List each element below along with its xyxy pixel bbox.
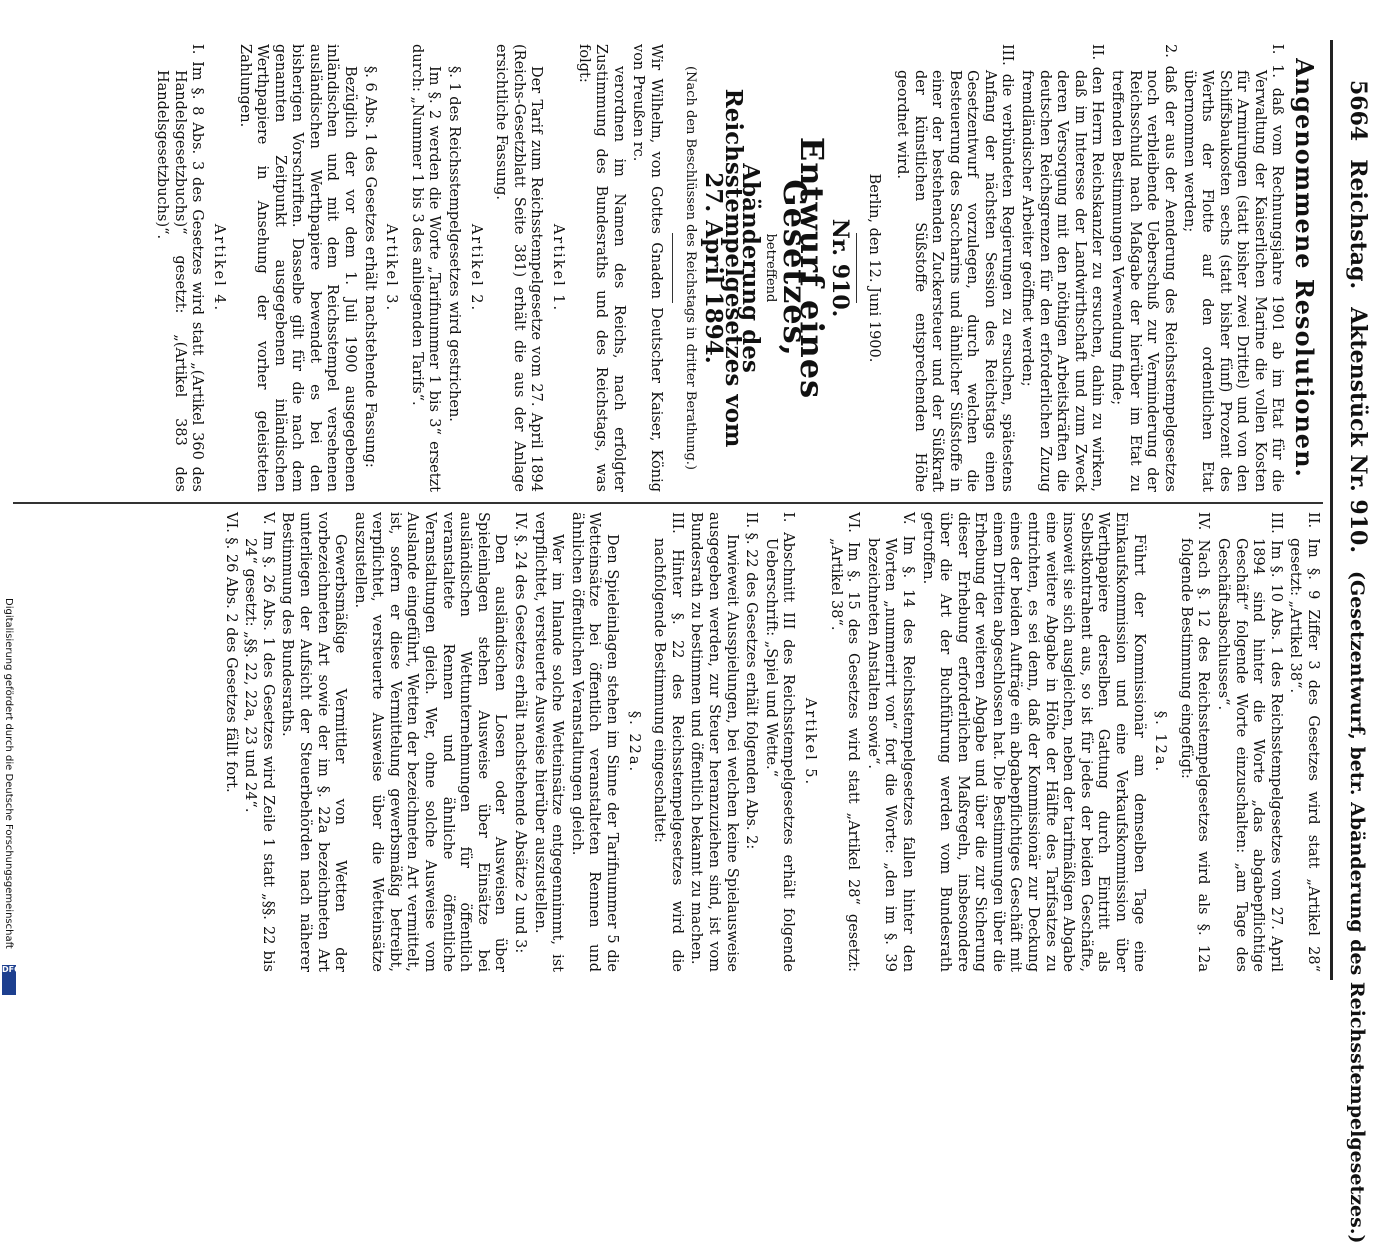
article-1-title: Artikel 1. — [550, 223, 567, 313]
header-right: (Gesetzentwurf, betr. Abänderung des Reichsstempelgesetzes.) — [1346, 571, 1368, 1243]
article-4-text: I. Im §. 8 Abs. 3 des Gesetzes wird statt „(Artikel 360 des Handelsgesetzbuchs)“ gesetzt: „(Artikel 383 des Handelsgesetzbuchs)“. — [154, 44, 206, 492]
section-12a-title: §. 12a. — [1152, 710, 1169, 774]
resolutions-title: Angenommene Resolutionen. — [1290, 58, 1319, 478]
digitization-credit — [2, 598, 14, 998]
resolution-I-2: 2. daß der aus der Aenderung des Reichsstempelgesetzes noch verbleibende Ueberschuß zur Verminderung der Reichsschuld nach Maßgabe der hierüber im Etat zu treffenden Bestimmungen Verwendung finde; — [1109, 44, 1178, 492]
article-1-text: Der Tarif zum Reichsstempelgesetze vom 27. April 1894 (Reichs-Gesetzblatt Seite 381) erhält die aus der Anlage ersichtliche Fassung. — [493, 44, 545, 492]
article-2-text-1: §. 1 des Reichsstempelgesetzes wird gestrichen. — [446, 66, 463, 422]
article-3-text-2: Bezüglich der vor dem 1. Juli 1900 ausgegebenen inländischen und mit dem Reichsstempel versehenen ausländischen Werthpapiere bewendet es bei den bisherigen Vorschriften. Dasselbe gilt für die nach dem genannten Zeitpunkt ausgegebenen inländischen Werthpapiere in Ansehung der vorher geleisteten Zahlungen. — [236, 44, 359, 492]
enacting-formula: Wir Wilhelm, von Gottes Gnaden Deutscher Kaiser, König von Preußen rc. — [630, 44, 664, 492]
article-3-text-1: §. 6 Abs. 1 des Gesetzes erhält nachstehende Fassung: — [361, 66, 378, 468]
resolution-II: II. den Herrn Reichskanzler zu ersuchen, dahin zu wirken, daß im Interesse der Landwirthschaft und zum Zweck deren Versorgung mit den nöthigen Arbeitskräften die deutschen Reichsgrenzen für den erforderlichen Zuzug fremdländischer Arbeiter geöffnet werden; — [1019, 44, 1106, 492]
column-divider — [13, 502, 1323, 504]
amend-II: II. Im §. 9 Ziffer 3 des Gesetzes wird statt „Artikel 28“ gesetzt: „Artikel 38“. — [1287, 512, 1321, 972]
article-5-IV-text-2: Gewerbsmäßige Vermittler von Wetten der vorbezeichneten Art sowie der im §. 22a bezeichneten Art unterliegen der Aufsicht der Steuerbehörden nach näherer Bestimmung des Bundesraths. — [279, 512, 349, 972]
date-line: Berlin, den 12. Juni 1900. — [866, 173, 883, 363]
bill-subject: Abänderung des Reichsstempelgesetzes vom — [719, 88, 765, 448]
section-22a-title: §. 22a. — [625, 710, 642, 774]
divider — [856, 233, 857, 303]
article-2-title: Artikel 2. — [467, 223, 484, 313]
article-3-title: Artikel 3. — [383, 223, 400, 313]
amend-III: III. Im §. 10 Abs. 1 des Reichsstempelgesetzes vom 27. April 1894 sind hinter die Worte „das abgabepflichtige Geschäft“ folgende Worte einzuschalten: „am Tage des Geschäftsabschlusses“. — [1215, 512, 1284, 972]
page-number: 5664 — [1345, 80, 1371, 142]
dfg-logo: DFG — [2, 965, 16, 995]
amend-V: V. Im §. 14 des Reichsstempelgesetzes fallen hinter den Worten „nummerirt von“ fort die Worte: „den im §. 39 bezeichneten Anstalten sowie“. — [864, 512, 916, 972]
section-22a-text-1: Den Spieleinlagen stehen im Sinne der Tarifnummer 5 die Wetteinsätze bei öffentlich veranstalteten Rennen und ähnlichen öffentlichen Veranstaltungen gleich. — [568, 512, 621, 972]
betreffend-label: betreffend — [762, 233, 778, 303]
right-column — [219, 512, 1321, 972]
enacting-clause: verordnen im Namen des Reichs, nach erfolgter Zustimmung des Bundesraths und des Reichstags, was folgt: — [575, 44, 627, 492]
article-5-IV-text-1: Den ausländischen Losen oder Ausweisen über Spieleinlagen stehen Ausweise über Einsätze bei ausländischen Wettunternehmungen für öffentlich veranstaltete Rennen und ähnliche öffentliche Veranstaltungen gleich. Wer, ohne solche Ausweise vom Auslande eingeführt, Wetten der bezeichneten Art vermittelt, ist, sofern er diese Vermittelung gewerbsmäßig betreibt, verpflichtet, versteuerte Ausweise über die Wetteinsätze auszustellen. — [351, 512, 509, 972]
amend-IV: IV. Nach §. 12 des Reichsstempelgesetzes wird als §. 12a folgende Bestimmung eingefügt: — [1177, 512, 1212, 972]
article-5-II-text: Inwieweit Ausspielungen, bei welchen keine Spielausweise ausgegeben werden, zur Steuer heranzuziehen sind, ist vom Bundesrath zu bestimmen und öffentlich bekannt zu machen. — [688, 512, 740, 972]
section-22a-text-2: Wer im Inlande solche Wetteinsätze entgegennimmt, ist verpflichtet, versteuerte Ausweise hierüber auszustellen. — [531, 512, 566, 972]
article-5-V: V. Im §. 26 Abs. 1 des Gesetzes wird Zeile 1 statt „§§. 22 bis 24“ gesetzt: „§§. 22, 22a, 23 und 24“. — [242, 512, 276, 972]
header-left: Reichstag. — [1345, 159, 1371, 290]
resolution-I-1: I. 1. daß vom Rechnungsjahre 1901 ab im Etat für die Verwaltung der Kaiserlichen Marine die vollen Kosten für Armirungen (statt bisher zwei Drittel) und von den Schiffsbaukosten sechs (statt bisher fünf) Prozent des Werths der Flotte auf den ordentlichen Etat übernommen werden; — [1181, 44, 1286, 492]
left-column — [151, 44, 1321, 492]
bill-date: 27. April 1894. — [700, 172, 728, 364]
article-5-VI: VI. §. 26 Abs. 2 des Gesetzes fällt fort. — [222, 512, 239, 793]
amend-VI: VI. Im §. 15 des Gesetzes wird statt „Artikel 28“ gesetzt: „Artikel 38“. — [827, 512, 862, 972]
bill-title: Entwurf eines Gesetzes, — [775, 136, 832, 400]
article-4-title: Artikel 4. — [210, 223, 227, 313]
article-5-title: Artikel 5. — [801, 697, 818, 787]
article-5-III: III. Hinter §. 22 des Reichsstempelgesetzes wird die nachfolgende Bestimmung eingeschaltet: — [651, 512, 685, 972]
resolution-III: III. die verbündeten Regierungen zu ersuchen, spätestens Anfang der nächsten Session des Reichstags einen Gesetzentwurf vorzulegen, durch welchen die Besteuerung des Saccharins und ähnlicher Süßstoffe in einer der bestehenden Zuckersteuer und der Süßkraft der künstlichen Süßstoffe entsprechenden Höhe geordnet wird. — [893, 44, 1016, 492]
page-header — [1331, 80, 1371, 1243]
article-5-I: I. Abschnitt III des Reichsstempelgesetzes erhält folgende Ueberschrift: „Spiel und Wette.“ — [762, 512, 797, 972]
header-center: Aktenstück Nr. 910. — [1345, 307, 1371, 553]
section-12a-text: Führt der Kommissionär am demselben Tage eine Einkaufskommission und eine Verkaufskommission über Werthpapiere derselben Gattung durch Eintritt als Selbstkontrahent aus, so ist für jedes der beiden Geschäfte, insoweit sie sich ausgleichen, neben der tarifmäßigen Abgabe eine weitere Abgabe in Höhe der Hälfte des Tarifsatzes zu entrichten, es sei denn, daß der Kommissionär zur Deckung eines der beiden Aufträge ein abgabepflichtiges Geschäft mit einem Dritten abgeschlossen hat. Die Bestimmungen über die Erhebung der weiteren Abgabe und über die zur Sicherung dieser Erhebung erforderlichen Maßregeln, insbesondere über die Art der Buchführung werden vom Bundesrath getroffen. — [919, 512, 1147, 972]
article-5-II: II. §. 22 des Gesetzes erhält folgenden Abs. 2: — [743, 512, 760, 850]
reading-note: (Nach den Beschlüssen des Reichstags in dritter Berathung.) — [682, 66, 698, 470]
document-number: Nr. 910. — [826, 218, 853, 318]
article-5-IV: IV. §. 24 des Gesetzes erhält nachstehende Absätze 2 und 3: — [512, 512, 529, 954]
article-2-text-2: Im §. 2 werden die Worte „Tarifnummer 1 bis 3“ ersetzt durch: „Nummer 1 bis 3 des anliegenden Tarifs“. — [408, 44, 443, 492]
divider — [672, 233, 673, 303]
credit-text: Digitalisierung gefördert durch die Deutsche Forschungsgemeinschaft — [3, 598, 14, 949]
header-rule — [1330, 40, 1333, 980]
